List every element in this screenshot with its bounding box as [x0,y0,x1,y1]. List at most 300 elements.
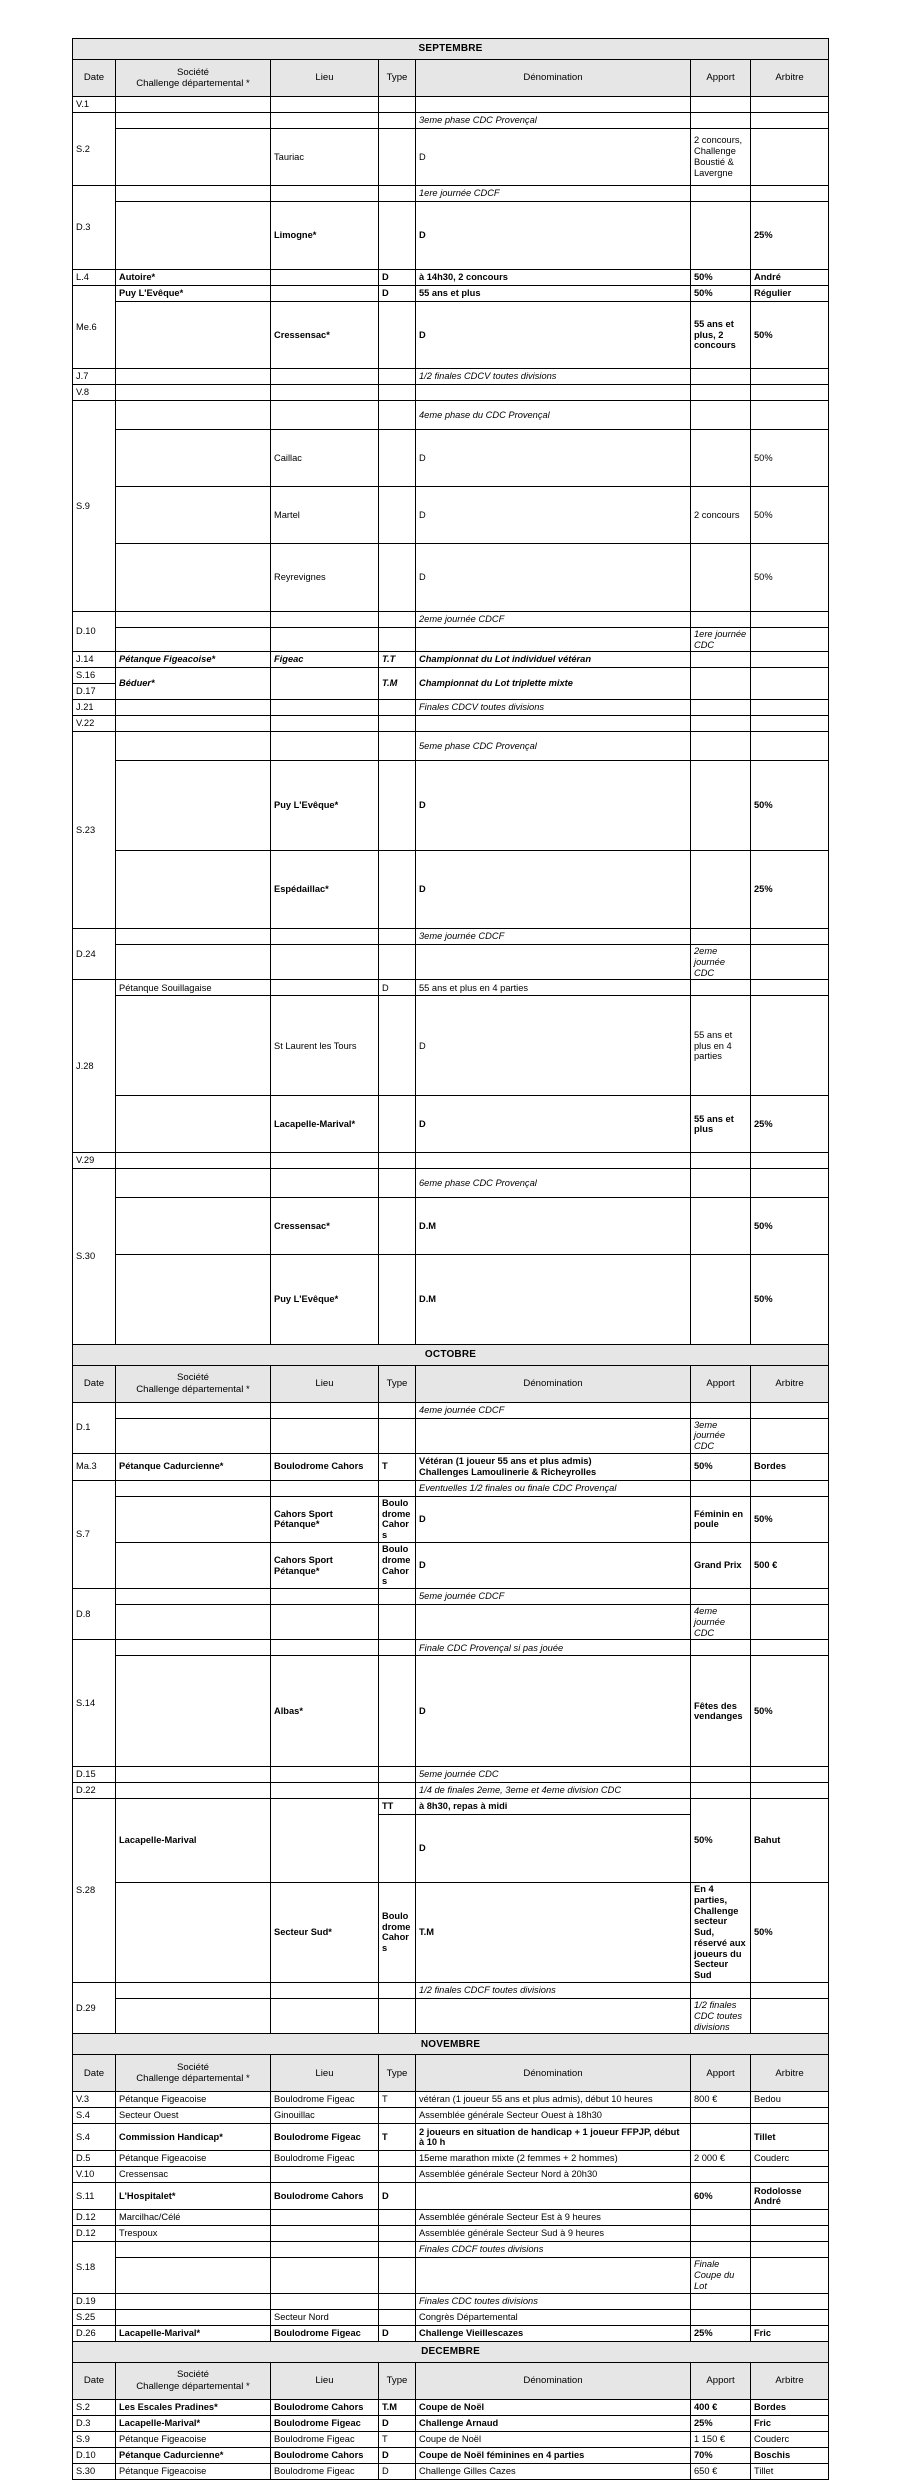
cell-lieu [271,1169,379,1198]
header-lieu: Lieu [271,60,379,97]
cell-societe: Espédaillac* [271,850,379,928]
cell-apport: 50% [751,761,829,850]
cell-date: L.4 [73,269,116,285]
cell-date: S.7 [73,1480,116,1588]
cell-apport: 50% [751,1255,829,1344]
cell-societe [116,1402,271,1418]
cell-type: TT [379,1799,416,1815]
cell-type [379,2210,416,2226]
cell-arbitre [751,2108,829,2124]
cell-type [379,1169,416,1198]
cell-arbitre [751,732,829,761]
cell-lieu: Boulodrome Cahors [271,2183,379,2210]
cell-lieu [271,285,379,301]
cell-date: D.24 [73,929,116,980]
cell-arbitre [751,1982,829,1998]
cell-type: D.M [416,1255,691,1344]
header-denomination: Dénomination [416,2055,691,2092]
column-header-row [73,1365,829,1402]
cell-societe: Martel [271,487,379,544]
cell-societe: Pétanque Figeacoise [116,2431,271,2447]
cell-apport [691,2167,751,2183]
event-row [73,1096,829,1153]
event-row [73,2167,829,2183]
cell-date [116,1542,271,1588]
cell-date [116,1418,271,1453]
cell-denomination: 15eme marathon mixte (2 femmes + 2 hommes) [416,2151,691,2167]
cell-denomination [691,761,751,850]
cell-societe [271,945,379,980]
cell-lieu [271,1982,379,1998]
cell-lieu [379,430,416,487]
event-row [73,269,829,285]
month-title: DECEMBRE [73,2341,829,2362]
header-type: Type [379,2055,416,2092]
cell-denomination: 2 joueurs en situation de handicap + 1 joueur FFPJP, début à 10 h [416,2124,691,2151]
cell-denomination: Finales CDC toutes divisions [416,2293,691,2309]
cell-arbitre [751,97,829,113]
cell-apport: 25% [751,1096,829,1153]
cell-apport [691,2210,751,2226]
cell-type [379,1589,416,1605]
event-row [73,850,829,928]
cell-apport: 50% [691,285,751,301]
header-societe [116,2362,271,2399]
cell-societe: Cressensac* [271,1198,379,1255]
cell-arbitre: Bordes [751,1453,829,1480]
cell-denomination: 5eme phase CDC Provençal [416,732,691,761]
event-row [73,1453,829,1480]
event-row [73,2293,829,2309]
cell-type: D [416,430,691,487]
cell-societe: Pétanque Cadurcienne* [116,1453,271,1480]
cell-societe: Béduer* [116,668,271,700]
header-type: Type [379,60,416,97]
header-societe [116,2055,271,2092]
month-banner-row [73,1344,829,1365]
cell-type: T [379,2092,416,2108]
cell-type [416,1605,691,1640]
cell-lieu [379,1998,416,2033]
cell-arbitre: Tillet [751,2463,829,2479]
cell-societe [116,1480,271,1496]
cell-lieu [271,732,379,761]
month-title: NOVEMBRE [73,2034,829,2055]
cell-apport: 50% [751,301,829,369]
header-societe-line2: Challenge départemental * [136,2073,250,2085]
cell-arbitre [751,2167,829,2183]
event-row [73,1153,829,1169]
calendar-table [72,38,829,2480]
cell-date: D.17 [73,684,116,700]
cell-societe: Limogne* [271,201,379,269]
header-date: Date [73,2055,116,2092]
cell-type: T.T [379,652,416,668]
cell-type: D [416,201,691,269]
cell-type: T [379,2431,416,2447]
cell-date [116,1882,271,1982]
header-lieu: Lieu [271,2362,379,2399]
cell-apport [691,611,751,627]
cell-arbitre [751,369,829,385]
cell-societe: Lacapelle-Marival* [116,2325,271,2341]
cell-type: T [379,1453,416,1480]
event-row [73,1402,829,1418]
header-apport: Apport [691,1365,751,1402]
cell-societe [116,1783,271,1799]
cell-arbitre: Boschis [751,2447,829,2463]
event-row [73,430,829,487]
cell-denomination [416,2183,691,2210]
event-row [73,996,829,1096]
column-header-row [73,60,829,97]
cell-apport [691,2309,751,2325]
cell-arbitre: Fric [751,2325,829,2341]
cell-societe [116,185,271,201]
cell-denomination: Eventuelles 1/2 finales ou finale CDC Provençal [416,1480,691,1496]
cell-societe [116,732,271,761]
header-date: Date [73,1365,116,1402]
cell-date: J.28 [73,980,116,1153]
cell-societe: Pétanque Cadurcienne* [116,2447,271,2463]
cell-apport: 50% [751,1198,829,1255]
cell-type: D [416,487,691,544]
cell-lieu [379,996,416,1096]
header-denomination: Dénomination [416,60,691,97]
cell-apport: 800 € [691,2092,751,2108]
event-row [73,1998,829,2033]
cell-societe: Pétanque Figeacoise [116,2151,271,2167]
cell-type [379,1480,416,1496]
cell-date: J.14 [73,652,116,668]
cell-type: D [379,285,416,301]
event-row [73,1640,829,1656]
cell-apport [691,369,751,385]
cell-date [116,1496,271,1542]
cell-date: S.16 [73,668,116,684]
cell-lieu: Boulodrome Cahors [379,1542,416,1588]
header-denomination: Dénomination [416,2362,691,2399]
event-row [73,2226,829,2242]
cell-societe [116,2293,271,2309]
cell-societe: Caillac [271,430,379,487]
cell-societe [116,929,271,945]
cell-societe: Les Escales Pradines* [116,2399,271,2415]
cell-societe: Puy L'Evêque* [116,285,271,301]
cell-apport [751,627,829,652]
cell-type: D [416,1815,691,1883]
cell-lieu [271,611,379,627]
cell-date [379,1815,416,1883]
cell-apport [691,113,751,129]
event-row [73,732,829,761]
cell-type: D [416,850,691,928]
cell-lieu: Boulodrome Figeac [271,2431,379,2447]
header-societe [116,60,271,97]
cell-lieu [271,700,379,716]
cell-denomination: 55 ans et plus, 2 concours [691,301,751,369]
cell-denomination [691,201,751,269]
cell-apport [691,97,751,113]
cell-apport: 400 € [691,2399,751,2415]
cell-type: D [416,544,691,612]
cell-date: S.9 [73,2431,116,2447]
cell-arbitre [751,929,829,945]
cell-date [116,201,271,269]
cell-type [379,1767,416,1783]
cell-date: S.18 [73,2242,116,2293]
cell-lieu [271,668,379,700]
cell-denomination [691,544,751,612]
cell-apport: 650 € [691,2463,751,2479]
cell-arbitre: Couderc [751,2151,829,2167]
cell-arbitre [751,1153,829,1169]
cell-societe [116,1589,271,1605]
cell-apport: 500 € [751,1542,829,1588]
event-row [73,1982,829,1998]
cell-apport [691,385,751,401]
cell-arbitre [751,1783,829,1799]
cell-arbitre: Rodolosse André [751,2183,829,2210]
cell-arbitre [751,611,829,627]
cell-apport: 50% [751,544,829,612]
header-arbitre: Arbitre [751,60,829,97]
month-banner-row [73,2034,829,2055]
cell-date: J.21 [73,700,116,716]
cell-apport [751,1418,829,1453]
event-row [73,668,829,684]
cell-apport [691,732,751,761]
cell-societe [271,627,379,652]
cell-date [116,1998,271,2033]
cell-arbitre [751,2242,829,2258]
cell-denomination [691,430,751,487]
cell-societe: L'Hospitalet* [116,2183,271,2210]
cell-lieu [271,2242,379,2258]
column-header-row [73,2362,829,2399]
cell-date [116,301,271,369]
event-row [73,1198,829,1255]
cell-denomination [691,850,751,928]
cell-type: D [379,2325,416,2341]
cell-denomination: 1/2 finales CDC toutes divisions [691,1998,751,2033]
event-row [73,2183,829,2210]
cell-type [379,732,416,761]
cell-type: T.M [379,2399,416,2415]
cell-type [416,2258,691,2293]
event-row [73,627,829,652]
cell-lieu [271,1783,379,1799]
cell-type: D [416,1096,691,1153]
cell-type [416,1998,691,2033]
cell-date [116,544,271,612]
cell-apport [691,2226,751,2242]
column-header-row [73,2055,829,2092]
cell-societe: Marcilhac/Célé [116,2210,271,2226]
header-societe [116,1365,271,1402]
cell-type [379,1783,416,1799]
cell-denomination [691,1198,751,1255]
cell-societe: Cahors Sport Pétanque* [271,1496,379,1542]
cell-denomination: Championnat du Lot triplette mixte [416,668,691,700]
cell-type: D [416,1496,691,1542]
cell-apport: 60% [691,2183,751,2210]
cell-denomination: 3eme phase CDC Provençal [416,113,691,129]
event-row [73,611,829,627]
header-arbitre: Arbitre [751,2362,829,2399]
cell-apport [751,1605,829,1640]
cell-societe [116,2242,271,2258]
cell-arbitre [751,113,829,129]
cell-date: D.26 [73,2325,116,2341]
cell-denomination: Assemblée générale Secteur Est à 9 heures [416,2210,691,2226]
event-row [73,487,829,544]
event-row [73,1169,829,1198]
cell-denomination: Challenge Arnaud [416,2415,691,2431]
cell-apport [691,1589,751,1605]
cell-date: Me.6 [73,285,116,369]
cell-date [116,129,271,186]
cell-type [379,369,416,385]
event-row [73,652,829,668]
cell-apport: 25% [691,2415,751,2431]
cell-denomination: Féminin en poule [691,1496,751,1542]
cell-date [116,761,271,850]
cell-date [116,1255,271,1344]
cell-date: S.4 [73,2108,116,2124]
cell-date: S.28 [73,1799,116,1983]
cell-lieu [379,301,416,369]
cell-arbitre [751,1480,829,1496]
cell-lieu [271,269,379,285]
cell-type [379,185,416,201]
cell-arbitre [751,185,829,201]
cell-societe: Tauriac [271,129,379,186]
cell-type [379,1982,416,1998]
cell-type: D [416,129,691,186]
cell-societe [116,401,271,430]
cell-societe [116,611,271,627]
cell-date [116,1656,271,1767]
event-row [73,2210,829,2226]
event-row [73,929,829,945]
event-row [73,945,829,980]
cell-date: S.2 [73,113,116,186]
cell-societe: St Laurent les Tours [271,996,379,1096]
cell-lieu [271,1480,379,1496]
cell-type [379,2108,416,2124]
cell-lieu: Boulodrome Cahors [379,1882,416,1982]
cell-denomination: Grand Prix [691,1542,751,1588]
cell-societe: Trespoux [116,2226,271,2242]
cell-apport: 25% [751,201,829,269]
cell-societe: Cressensac [116,2167,271,2183]
header-date: Date [73,2362,116,2399]
cell-date: S.2 [73,2399,116,2415]
cell-date: V.3 [73,2092,116,2108]
cell-date: S.9 [73,401,116,612]
cell-societe [116,1169,271,1198]
cell-date: D.22 [73,1783,116,1799]
cell-societe: Pétanque Figeacoise [116,2092,271,2108]
cell-apport [691,2242,751,2258]
cell-type: D [416,761,691,850]
event-row [73,2399,829,2415]
cell-arbitre [751,385,829,401]
event-row [73,980,829,996]
event-row [73,1882,829,1982]
cell-type [379,113,416,129]
cell-denomination: 4eme journée CDC [691,1605,751,1640]
cell-type [379,929,416,945]
cell-arbitre: Bahut [751,1799,829,1883]
cell-arbitre [751,668,829,700]
cell-denomination: 2 concours, Challenge Boustié & Lavergne [691,129,751,186]
cell-date: D.3 [73,185,116,269]
cell-lieu [271,1640,379,1656]
cell-denomination: 55 ans et plus en 4 parties [416,980,691,996]
cell-societe [116,369,271,385]
cell-arbitre [751,652,829,668]
cell-type: D.M [416,1198,691,1255]
cell-type [379,2167,416,2183]
cell-denomination: Finale CDC Provençal si pas jouée [416,1640,691,1656]
event-row [73,385,829,401]
event-row [73,1656,829,1767]
cell-apport [691,1982,751,1998]
cell-societe [116,385,271,401]
cell-arbitre [751,1589,829,1605]
header-apport: Apport [691,2362,751,2399]
cell-lieu [379,1255,416,1344]
cell-denomination: 6eme phase CDC Provençal [416,1169,691,1198]
event-row [73,2447,829,2463]
cell-date: D.5 [73,2151,116,2167]
cell-denomination: Assemblée générale Secteur Ouest à 18h30 [416,2108,691,2124]
cell-societe: Puy L'Evêque* [271,1255,379,1344]
cell-type: D [379,269,416,285]
cell-denomination: 1ere journée CDC [691,627,751,652]
cell-lieu [271,1799,379,1883]
cell-denomination: Vétéran (1 joueur 55 ans et plus admis) Challenges Lamoulinerie & Richeyrolles [416,1453,691,1480]
cell-societe [116,2309,271,2325]
event-row [73,1767,829,1783]
cell-date: D.10 [73,2447,116,2463]
cell-lieu: Boulodrome Cahors [271,1453,379,1480]
cell-lieu [271,929,379,945]
cell-societe: Autoire* [116,269,271,285]
cell-arbitre [751,2293,829,2309]
cell-denomination [691,1255,751,1344]
cell-lieu: Boulodrome Figeac [271,2151,379,2167]
cell-date: S.30 [73,2463,116,2479]
event-row [73,2463,829,2479]
cell-type: D [379,2183,416,2210]
cell-societe [271,1605,379,1640]
month-banner-row [73,39,829,60]
month-title: SEPTEMBRE [73,39,829,60]
cell-denomination: 5eme journée CDC [416,1767,691,1783]
event-row [73,1255,829,1344]
cell-denomination: Finales CDCF toutes divisions [416,2242,691,2258]
cell-apport [691,980,751,996]
cell-denomination: Challenge Vieillescazes [416,2325,691,2341]
cell-societe: Lacapelle-Marival* [116,2415,271,2431]
cell-denomination: Assemblée générale Secteur Sud à 9 heures [416,2226,691,2242]
cell-societe: Pétanque Figeacoise* [116,652,271,668]
cell-type: D [379,2463,416,2479]
header-societe-line2: Challenge départemental * [136,1383,250,1395]
